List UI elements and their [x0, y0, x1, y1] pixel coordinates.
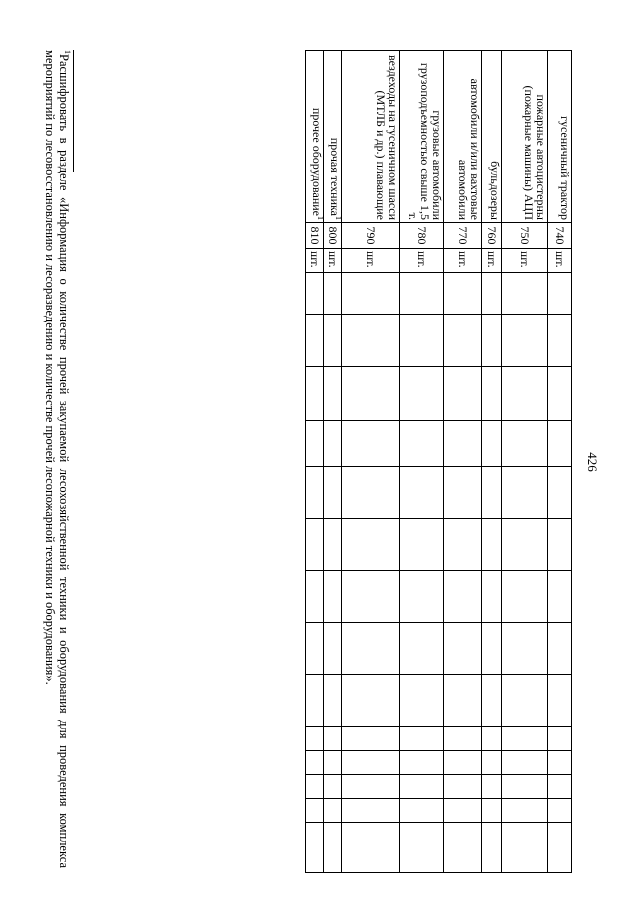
empty-cell [342, 727, 400, 751]
row-unit: шт. [306, 249, 324, 273]
row-name [482, 51, 502, 223]
empty-cell [548, 315, 572, 367]
empty-cell [324, 727, 342, 751]
empty-cell [482, 751, 502, 775]
empty-cell [342, 367, 400, 421]
empty-cell [482, 367, 502, 421]
empty-cell [482, 421, 502, 467]
empty-cell [482, 467, 502, 519]
row-code: 780 [400, 223, 444, 249]
empty-cell [502, 519, 548, 571]
row-code: 760 [482, 223, 502, 249]
empty-cell [482, 823, 502, 873]
empty-cell [444, 367, 482, 421]
row-unit: шт. [400, 249, 444, 273]
empty-cell [482, 315, 502, 367]
row-name-text: вездеходы на гусеничном шасси (МТЛБ и др.) плавающие [373, 54, 400, 220]
empty-cell [444, 623, 482, 675]
empty-cell [502, 571, 548, 623]
empty-cell [400, 823, 444, 873]
empty-cell [548, 367, 572, 421]
empty-cell [502, 273, 548, 315]
empty-cell [444, 273, 482, 315]
empty-cell [548, 519, 572, 571]
empty-cell [324, 273, 342, 315]
empty-cell [502, 675, 548, 727]
empty-cell [502, 315, 548, 367]
empty-cell [548, 571, 572, 623]
empty-cell [306, 623, 324, 675]
row-code: 740 [548, 223, 572, 249]
empty-cell [444, 315, 482, 367]
row-code: 790 [342, 223, 400, 249]
empty-cell [548, 823, 572, 873]
empty-cell [502, 367, 548, 421]
row-name-text: прочее оборудование [310, 107, 324, 216]
row-name [444, 51, 482, 223]
empty-cell [444, 421, 482, 467]
empty-cell [342, 775, 400, 799]
empty-cell [482, 273, 502, 315]
empty-cell [502, 421, 548, 467]
empty-cell [548, 623, 572, 675]
row-unit: шт. [324, 249, 342, 273]
table-row [306, 51, 324, 873]
empty-cell [548, 467, 572, 519]
empty-cell [306, 273, 324, 315]
table-row [342, 51, 400, 873]
empty-cell [444, 727, 482, 751]
row-name-text: автомобили и/или вахтовые автомобили [455, 78, 482, 220]
empty-cell [306, 799, 324, 823]
empty-cell [400, 519, 444, 571]
empty-cell [444, 519, 482, 571]
row-name-text: прочая техника [328, 137, 342, 216]
empty-cell [306, 519, 324, 571]
empty-cell [502, 799, 548, 823]
empty-cell [502, 823, 548, 873]
empty-cell [400, 675, 444, 727]
empty-cell [548, 751, 572, 775]
empty-cell [444, 799, 482, 823]
empty-cell [400, 367, 444, 421]
empty-cell [482, 775, 502, 799]
row-name [548, 51, 572, 223]
empty-cell [306, 751, 324, 775]
row-name-text: грузовые автомобили грузоподъемностью свыше 1,5 т. [405, 62, 444, 220]
empty-cell [548, 421, 572, 467]
empty-cell [306, 467, 324, 519]
empty-cell [548, 675, 572, 727]
row-name [400, 51, 444, 223]
empty-cell [306, 571, 324, 623]
empty-cell [342, 421, 400, 467]
empty-cell [502, 727, 548, 751]
table-row [502, 51, 548, 873]
empty-cell [482, 519, 502, 571]
empty-cell [400, 751, 444, 775]
empty-cell [400, 571, 444, 623]
row-name [306, 51, 324, 223]
empty-cell [324, 367, 342, 421]
empty-cell [400, 623, 444, 675]
footnote-ref: 1 [334, 216, 343, 220]
row-unit: шт. [502, 249, 548, 273]
empty-cell [482, 623, 502, 675]
empty-cell [342, 751, 400, 775]
empty-cell [342, 315, 400, 367]
empty-cell [400, 467, 444, 519]
empty-cell [444, 675, 482, 727]
table-row [400, 51, 444, 873]
empty-cell [324, 775, 342, 799]
empty-cell [400, 315, 444, 367]
footnote-text: Расшифровать в разделе «Информация о количестве прочей закупаемой лесохозяйственной техники и оборудования для проведения комплекса мероприятий по лесовосстановлению и лесоразведению и количестве прочей лесопожарной техники и оборудования». [43, 50, 71, 868]
empty-cell [324, 519, 342, 571]
empty-cell [482, 571, 502, 623]
row-unit: шт. [342, 249, 400, 273]
empty-cell [502, 751, 548, 775]
table-row [482, 51, 502, 873]
empty-cell [306, 315, 324, 367]
empty-cell [444, 823, 482, 873]
empty-cell [324, 675, 342, 727]
empty-cell [502, 623, 548, 675]
empty-cell [342, 623, 400, 675]
empty-cell [342, 571, 400, 623]
row-name-text: пожарные автоцистерны (пожарные машины) АЦП [521, 85, 548, 220]
empty-cell [324, 751, 342, 775]
row-name [342, 51, 400, 223]
footnote-marker: 1 [63, 50, 73, 54]
footnote-ref: 1 [316, 216, 325, 220]
empty-cell [444, 571, 482, 623]
empty-cell [342, 799, 400, 823]
empty-cell [400, 727, 444, 751]
row-code: 800 [324, 223, 342, 249]
empty-cell [324, 421, 342, 467]
table-row [548, 51, 572, 873]
empty-cell [482, 727, 502, 751]
empty-cell [502, 775, 548, 799]
empty-cell [548, 727, 572, 751]
table-row [444, 51, 482, 873]
row-name-text: гусеничный трактор [558, 116, 572, 220]
page-number: 426 [585, 452, 600, 472]
empty-cell [548, 775, 572, 799]
empty-cell [306, 421, 324, 467]
footnote-separator [73, 50, 74, 172]
empty-cell [306, 727, 324, 751]
empty-cell [482, 799, 502, 823]
empty-cell [482, 675, 502, 727]
row-name-text: бульдозеры [488, 161, 502, 220]
empty-cell [324, 571, 342, 623]
empty-cell [306, 675, 324, 727]
empty-cell [324, 315, 342, 367]
empty-cell [342, 519, 400, 571]
empty-cell [400, 799, 444, 823]
row-code: 810 [306, 223, 324, 249]
empty-cell [324, 467, 342, 519]
empty-cell [342, 823, 400, 873]
row-code: 750 [502, 223, 548, 249]
empty-cell [548, 799, 572, 823]
footnote [43, 50, 71, 868]
empty-cell [342, 467, 400, 519]
empty-cell [306, 775, 324, 799]
row-code: 770 [444, 223, 482, 249]
empty-cell [444, 751, 482, 775]
empty-cell [444, 467, 482, 519]
empty-cell [324, 623, 342, 675]
empty-cell [400, 273, 444, 315]
empty-cell [342, 675, 400, 727]
empty-cell [400, 421, 444, 467]
row-unit: шт. [548, 249, 572, 273]
equipment-table [305, 50, 572, 873]
row-name [324, 51, 342, 223]
empty-cell [400, 775, 444, 799]
table-row [324, 51, 342, 873]
empty-cell [306, 367, 324, 421]
empty-cell [324, 799, 342, 823]
empty-cell [502, 467, 548, 519]
empty-cell [548, 273, 572, 315]
row-name [502, 51, 548, 223]
empty-cell [324, 823, 342, 873]
row-unit: шт. [482, 249, 502, 273]
row-unit: шт. [444, 249, 482, 273]
empty-cell [306, 823, 324, 873]
empty-cell [444, 775, 482, 799]
empty-cell [342, 273, 400, 315]
